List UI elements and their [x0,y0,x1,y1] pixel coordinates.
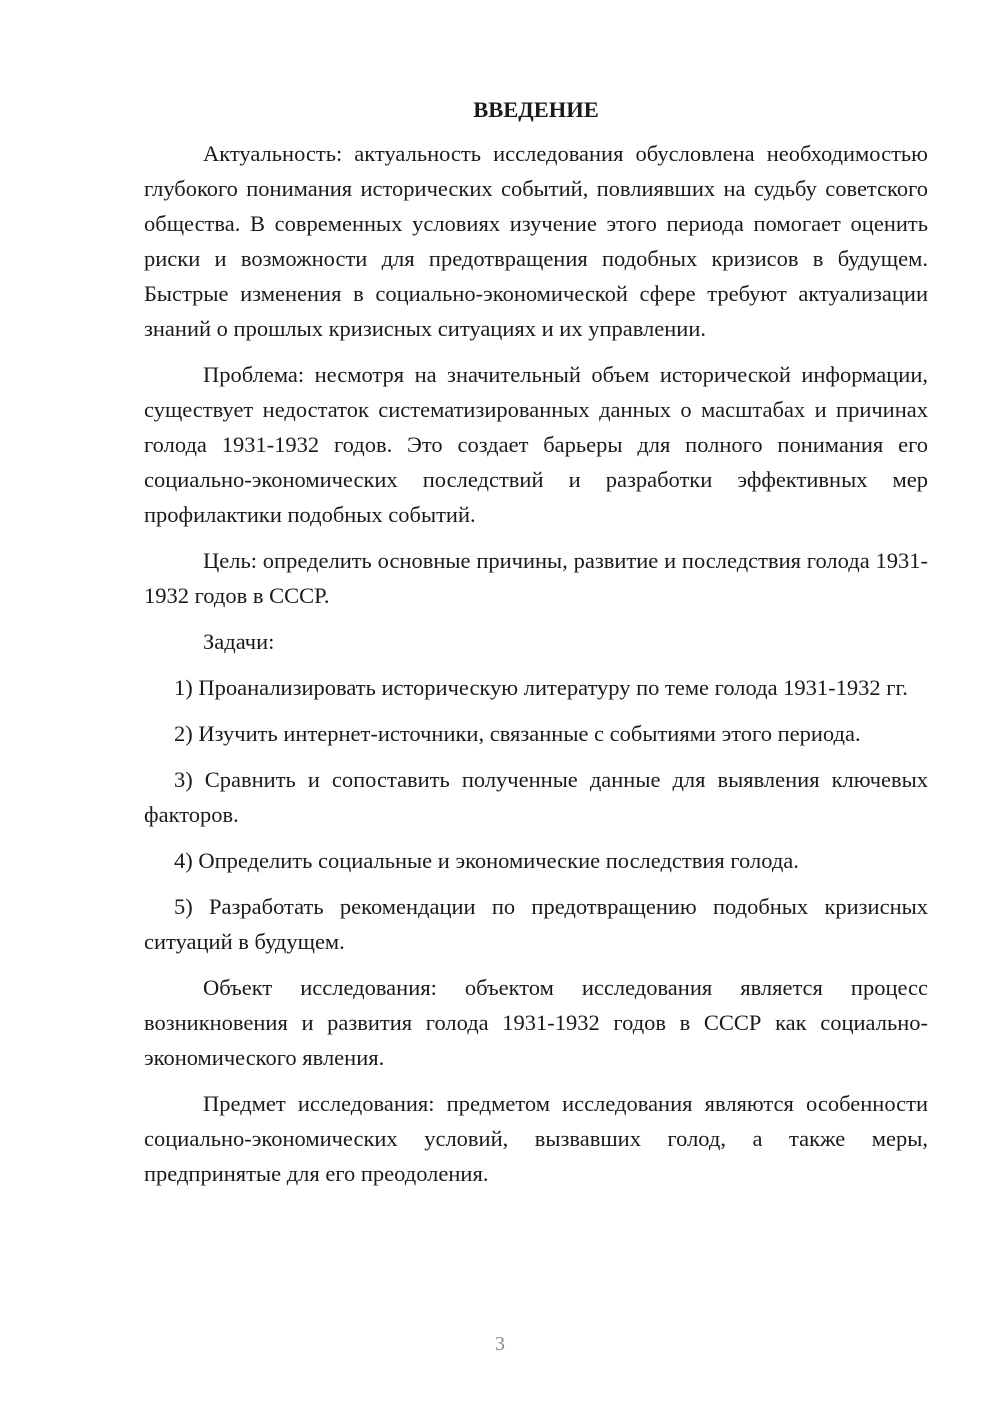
subject-paragraph: Предмет исследования: предметом исследования являются особенности социально-экономических условий, вызвавших голод, а также меры, предпринятые для его преодоления. [144,1091,928,1186]
problem-paragraph: Проблема: несмотря на значительный объем исторической информации, существует недостаток систематизированных данных о масштабах и причинах голода 1931-1932 годов. Это создает барьеры для полного понимания его социально-экономических последствий и разработки эффективных мер профилактики подобных событий. [144,362,928,527]
task-item: 3) Сравнить и сопоставить полученные данные для выявления ключевых факторов. [144,767,928,827]
task-item: 2) Изучить интернет-источники, связанные с событиями этого периода. [174,721,861,746]
page-number: 3 [495,1333,505,1355]
goal-paragraph: Цель: определить основные причины, развитие и последствия голода 1931-1932 годов в СССР. [144,548,928,608]
relevance-paragraph: Актуальность: актуальность исследования обусловлена необходимостью глубокого понимания исторических событий, повлиявших на судьбу советского общества. В современных условиях изучение этого периода помогает оценить риски и возможности для предотвращения подобных кризисов в будущем. Быстрые изменения в социально-экономической сфере требуют актуализации знаний о прошлых кризисных ситуациях и их управлении. [144,141,928,341]
object-paragraph: Объект исследования: объектом исследования является процесс возникновения и развития голода 1931-1932 годов в СССР как социально-экономического явления. [144,975,928,1070]
document-body [144,95,928,1202]
task-item: 4) Определить социальные и экономические последствия голода. [174,848,799,873]
section-heading: ВВЕДЕНИЕ [473,97,599,122]
task-item: 1) Проанализировать историческую литературу по теме голода 1931-1932 гг. [174,675,908,700]
task-item: 5) Разработать рекомендации по предотвращению подобных кризисных ситуаций в будущем. [144,894,928,954]
tasks-label: Задачи: [203,629,275,654]
